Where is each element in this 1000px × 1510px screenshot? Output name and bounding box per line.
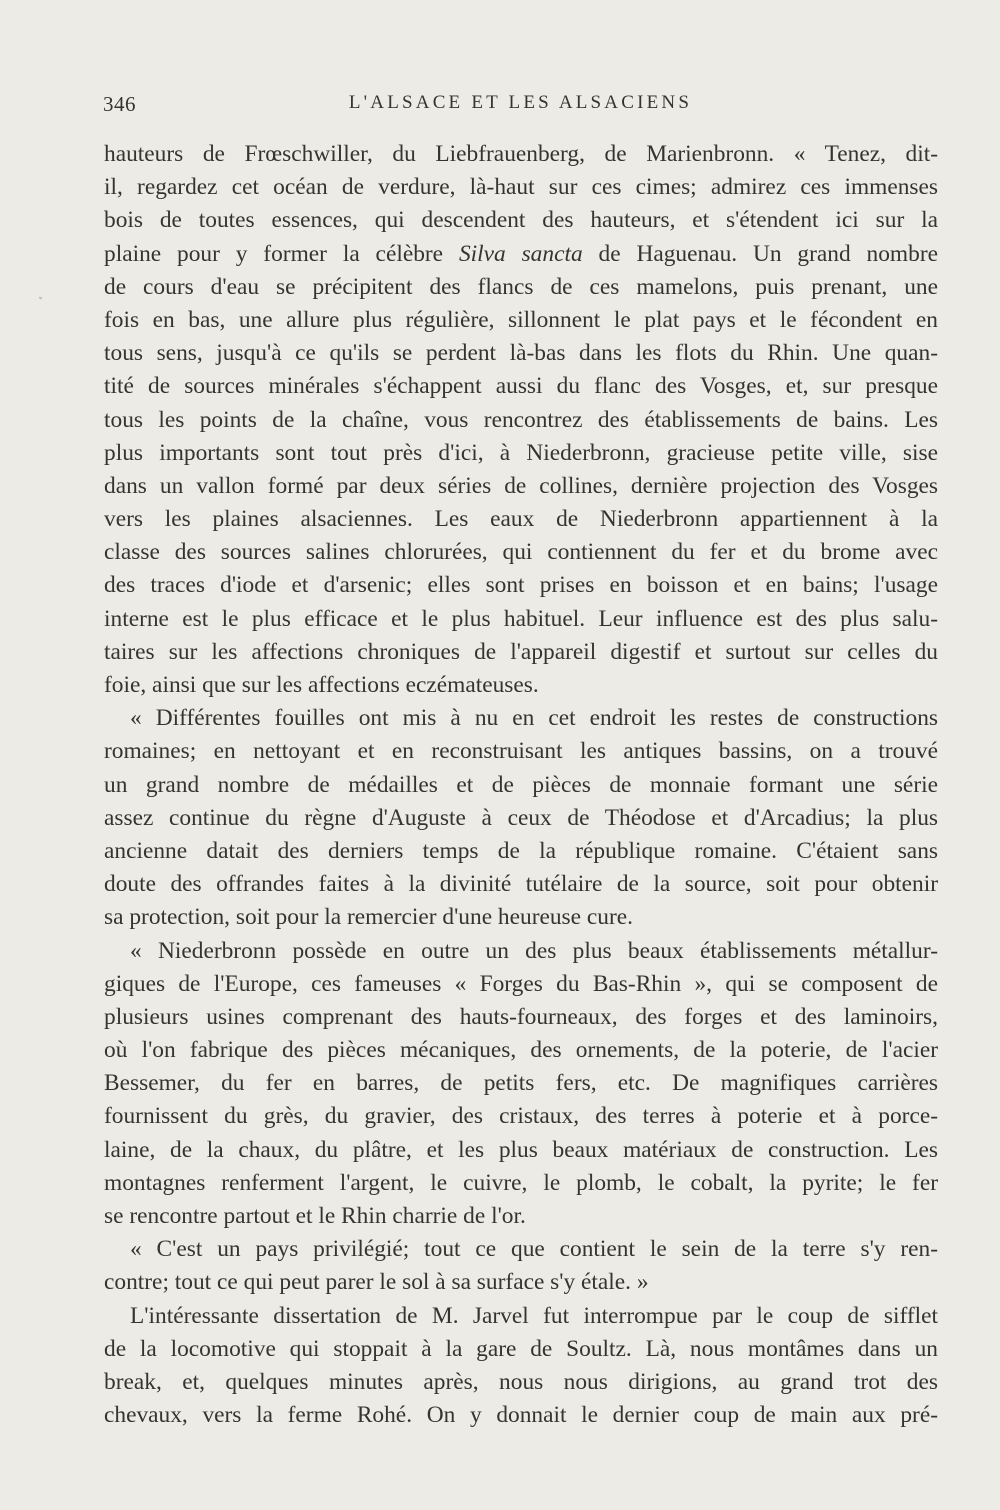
paper-speck (39, 296, 43, 299)
text-line: contre; tout ce qui peut parer le sol à sa surface s'y étale. » (104, 1269, 649, 1296)
text-line: « Niederbronn possède en outre un des plus beaux établissements métallur- (130, 937, 938, 964)
text-line: interne est le plus efficace et le plus habituel. Leur influence est des plus salu- (104, 605, 938, 632)
text-line: tous les points de la chaîne, vous rencontrez des établissements de bains. Les (104, 406, 938, 433)
text-line: tous sens, jusqu'à ce qu'ils se perdent là-bas dans les flots du Rhin. Une quan- (104, 340, 938, 367)
page-header (103, 92, 938, 122)
text-line: montagnes renferment l'argent, le cuivre, le plomb, le cobalt, la pyrite; le fer (104, 1169, 938, 1196)
text-line: L'intéressante dissertation de M. Jarvel fut interrompue par le coup de sifflet (130, 1302, 938, 1329)
text-line: laine, de la chaux, du plâtre, et les plus beaux matériaux de construction. Les (104, 1136, 938, 1163)
text-line: tité de sources minérales s'échappent aussi du flanc des Vosges, et, sur presque (104, 373, 938, 400)
text-line: assez continue du règne d'Auguste à ceux de Théodose et d'Arcadius; la plus (104, 804, 938, 831)
text-line: bois de toutes essences, qui descendent des hauteurs, et s'étendent ici sur la (104, 207, 938, 234)
text-line: il, regardez cet océan de verdure, là-haut sur ces cimes; admirez ces immenses (104, 174, 938, 201)
text-line: hauteurs de Frœschwiller, du Liebfrauenberg, de Marienbronn. « Tenez, dit- (104, 141, 938, 167)
text-line: plus importants sont tout près d'ici, à Niederbronn, gracieuse petite ville, sise (104, 439, 938, 466)
running-title: L'ALSACE ET LES ALSACIENS (348, 92, 693, 113)
text-line: fournissent du grès, du gravier, des cristaux, des terres à poterie et à porce- (104, 1103, 938, 1130)
text-line: ancienne datait des derniers temps de la république romaine. C'étaient sans (104, 837, 938, 864)
text-line: de la locomotive qui stoppait à la gare de Soultz. Là, nous montâmes dans un (104, 1335, 938, 1362)
text-line: « Différentes fouilles ont mis à nu en cet endroit les restes de constructions (130, 705, 938, 732)
text-line: où l'on fabrique des pièces mécaniques, des ornements, de la poterie, de l'acier (104, 1037, 938, 1064)
text-line: vers les plaines alsaciennes. Les eaux de Niederbronn appartiennent à la (104, 506, 938, 533)
text-line: dans un vallon formé par deux séries de collines, dernière projection des Vosges (104, 472, 938, 499)
text-segment: de Haguenau. Un grand nombre (582, 240, 938, 267)
text-line: sa protection, soit pour la remercier d'une heureuse cure. (104, 904, 633, 931)
text-line: Bessemer, du fer en barres, de petits fers, etc. De magnifiques carrières (104, 1070, 938, 1097)
text-line: un grand nombre de médailles et de pièces de monnaie formant une série (104, 771, 938, 798)
text-line: plusieurs usines comprenant des hauts-fourneaux, des forges et des laminoirs, (104, 1003, 938, 1030)
text-line: doute des offrandes faites à la divinité tutélaire de la source, soit pour obtenir (104, 871, 938, 898)
page-number: 346 (103, 92, 136, 116)
text-line: se rencontre partout et le Rhin charrie de l'or. (104, 1203, 526, 1229)
text-line: break, et, quelques minutes après, nous nous dirigions, au grand trot des (104, 1368, 938, 1395)
text-line: fois en bas, une allure plus régulière, sillonnent le plat pays et le fécondent en (104, 306, 938, 333)
italic-term: Silva sancta (458, 240, 583, 267)
text-line: romaines; en nettoyant et en reconstruisant les antiques bassins, on a trouvé (104, 738, 938, 765)
text-line: chevaux, vers la ferme Rohé. On y donnait le dernier coup de main aux pré- (104, 1402, 938, 1429)
text-line: foie, ainsi que sur les affections eczémateuses. (104, 672, 539, 698)
text-line: taires sur les affections chroniques de l'appareil digestif et surtout sur celles du (104, 638, 938, 665)
text-line: « C'est un pays privilégié; tout ce que contient le sein de la terre s'y ren- (130, 1236, 938, 1263)
text-line: de cours d'eau se précipitent des flancs de ces mamelons, puis prenant, une (104, 273, 938, 300)
text-line: classe des sources salines chlorurées, qui contiennent du fer et du brome avec (104, 539, 938, 566)
body-text (104, 138, 938, 1432)
text-line (104, 238, 938, 271)
text-line: giques de l'Europe, ces fameuses « Forges du Bas-Rhin », qui se composent de (104, 970, 938, 997)
text-segment: plaine pour y former la célèbre (104, 240, 459, 267)
text-line: des traces d'iode et d'arsenic; elles sont prises en boisson et en bains; l'usage (104, 572, 938, 599)
